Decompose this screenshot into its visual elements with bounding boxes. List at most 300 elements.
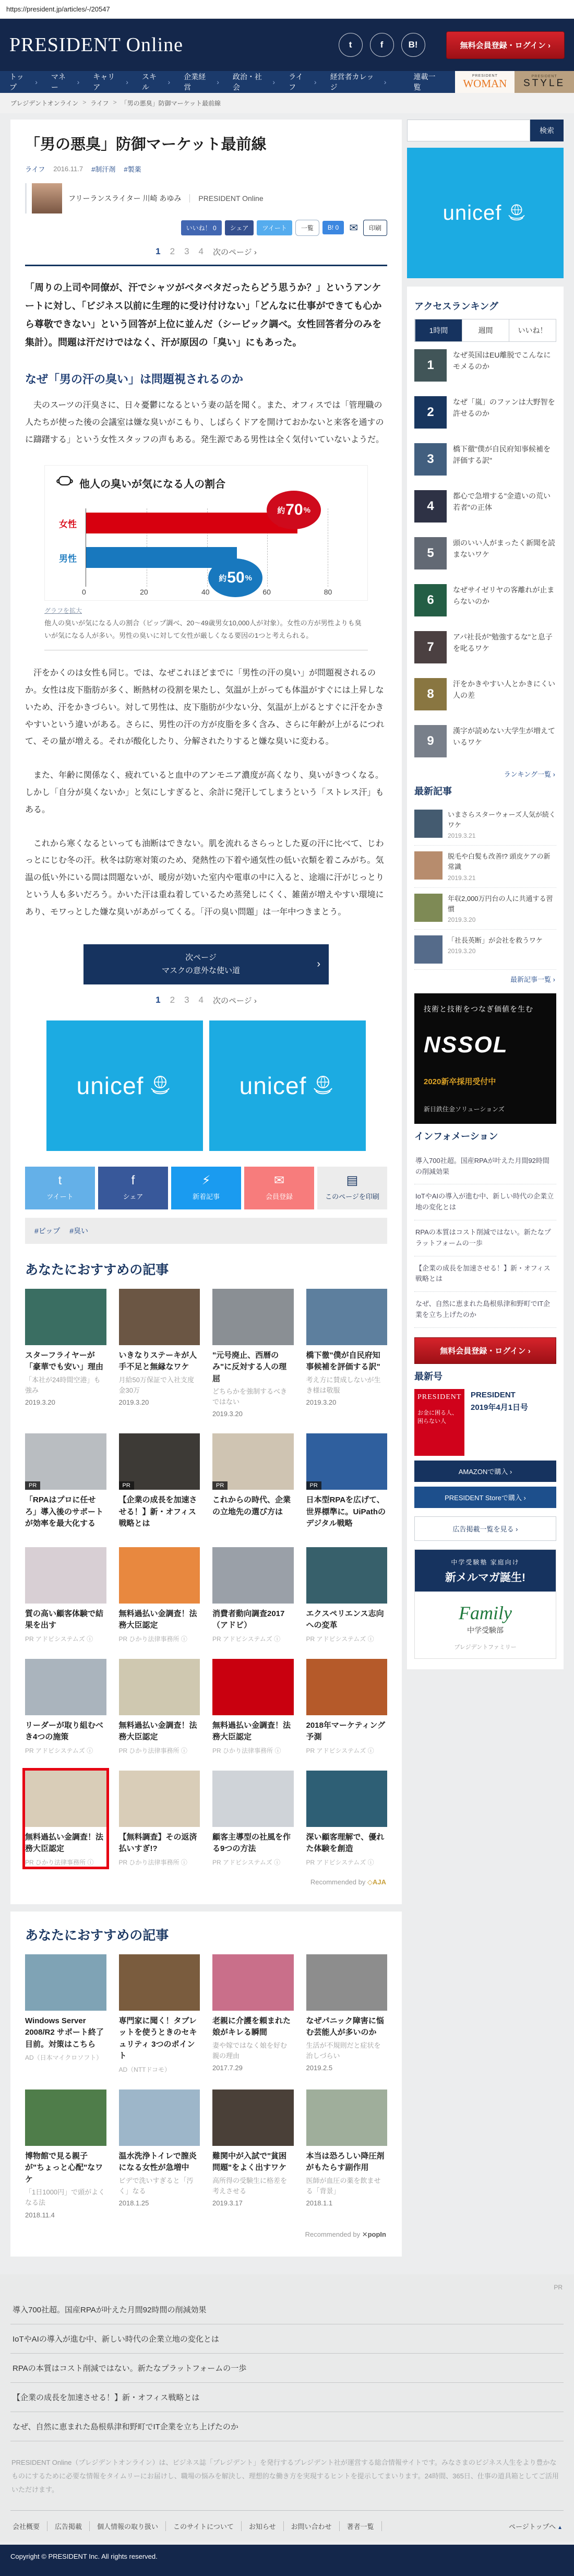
ranking-thumbnail [414, 443, 447, 476]
share-button-label: このページを印刷 [325, 1193, 379, 1201]
chart-title: 他人の臭いが気になる人の割合 [79, 478, 225, 490]
recommended-by: Recommended by ◇AJA [310, 1878, 386, 1886]
recommend-card[interactable] [212, 2090, 294, 2219]
sidebar-login-button[interactable]: 無料会員登録・ログイン › [414, 1337, 556, 1364]
latest-thumbnail [414, 935, 443, 964]
footer-link[interactable]: 著者一覧 [340, 2521, 382, 2531]
information-item[interactable]: RPAの本質はコスト削減ではない。新たなプラットフォームの一歩 [414, 1220, 556, 1256]
recommend-advertiser: PR アドビシステムズ ⓘ [212, 1858, 281, 1866]
share-button-large[interactable] [171, 1167, 241, 1209]
nssol-company-name: 新日鉄住金ソリューションズ [424, 1105, 505, 1113]
footer-pr-link[interactable]: 導入700社超。国産RPAが叶えた月間92時間の削減効果 [10, 2295, 564, 2324]
search-bar [407, 120, 564, 141]
recommend-card[interactable] [306, 1771, 388, 1867]
recommend-card[interactable] [119, 1433, 200, 1532]
information-item[interactable]: 導入700社超。国産RPAが叶えた月間92時間の削減効果 [414, 1149, 556, 1185]
ranking-thumbnail [414, 631, 447, 663]
footer-pr-link[interactable]: なぜ、自然に恵まれた島根県津和野町でIT企業を立ち上げたのか [10, 2412, 564, 2441]
recommend-card[interactable] [306, 1547, 388, 1643]
family-ad-banner[interactable] [414, 1549, 556, 1659]
unicef-logo: unicef [239, 1072, 307, 1099]
pagination-top [25, 246, 387, 257]
mask-icon [55, 475, 74, 491]
recommend-card[interactable] [119, 1659, 200, 1755]
share-icon: ✉ [273, 1173, 285, 1188]
footer-link[interactable]: 個人情報の取り扱い [90, 2521, 166, 2531]
article-thumbnail [119, 1547, 200, 1604]
nav-item[interactable]: キャリア › [93, 72, 137, 92]
recommend-title[interactable]: 老親に介護を頼まれた娘がキレる瞬間 [212, 2016, 291, 2037]
recommend-card[interactable] [25, 1771, 106, 1867]
tweet-button[interactable]: ツイート [257, 220, 292, 235]
recommend-title[interactable]: 【企業の成長を加速させる！】新・オフィス戦略とは [118, 1495, 197, 1528]
article-thumbnail [25, 1771, 106, 1827]
hatena-bookmark-button[interactable]: B! 0 [322, 221, 344, 234]
recommend-card[interactable] [119, 1289, 200, 1418]
recommend-date: 2018.11.4 [25, 2211, 55, 2219]
article-thumbnail [119, 2090, 200, 2146]
latest-item[interactable] [414, 888, 556, 930]
issue-title: PRESIDENT [471, 1390, 516, 1399]
information-item[interactable]: 【企業の成長を加速させる！】新・オフィス戦略とは [414, 1256, 556, 1292]
information-item[interactable]: なぜ、自然に恵まれた島根県津和野町でIT企業を立ち上げたのか [414, 1292, 556, 1328]
ranking-number: 1 [427, 358, 434, 372]
article-thumbnail [25, 2090, 106, 2146]
recommend-title[interactable]: 消費者動向調査2017（アドビ） [212, 1609, 285, 1630]
search-button[interactable]: 検索 [530, 120, 564, 141]
article-thumbnail [119, 1659, 200, 1715]
unicef-emblem-icon [506, 202, 528, 224]
hatena-icon[interactable]: B! [401, 33, 425, 57]
recommend-title[interactable]: 本当は恐ろしい降圧剤がもたらす副作用 [306, 2151, 385, 2173]
tag-link[interactable]: #ピップ [34, 1226, 61, 1235]
article-lead: 「周りの上司や同僚が、汗でシャツがベタベタだったらどう思うか？」というアンケートに対し、「ビジネス以前に生理的に受け付けない」「どんなに仕事ができても心から尊敬できない」という回答が上位に並んだ（シービック調べ。女性回答者分のみを集計）。問題は汗だけではなく、汗が原因の「臭い」にもあった。 [25, 265, 387, 352]
magazine-masthead: PRESIDENT [417, 1393, 462, 1401]
ranking-item[interactable] [414, 389, 556, 436]
ranking-number: 5 [427, 546, 434, 560]
footer-link[interactable]: お知らせ [242, 2521, 284, 2531]
article-paragraph: 夫のスーツの汗臭さに、日々憂鬱になるという妻の話を聞く。また、オフィスでは「管理職の人たちが使った後の会議室は嫌な臭いがこもり、しばらくドアを開けておかないと来客を通すのに躊躇する」という女性スタッフの声もある。発生源である男性は全く気付いていないようだ。 [25, 400, 385, 444]
magazine-cover-line: お金に困る人、困らない人 [417, 1409, 458, 1425]
recommend-subtitle: 「1日1000円」で頭がよくなる法 [25, 2188, 105, 2207]
recommend-subtitle: どちらかを強制するべきではない [212, 1387, 288, 1406]
page-number[interactable]: 2 [170, 995, 175, 1005]
next-page-link[interactable]: 次のページ › [213, 996, 257, 1005]
author-avatar [32, 183, 62, 213]
recommend-subtitle: 妻や嫁ではなく娘を好む親の理由 [212, 2041, 288, 2060]
recommend-title[interactable]: 顧客主導型の社風を作る9つの方法 [212, 1832, 291, 1854]
share-row-big [25, 1167, 387, 1209]
chart-value-bubble-female: 約 70 % [267, 491, 321, 529]
recommend-title[interactable]: リーダーが取り組むべき4つの施策 [25, 1720, 104, 1742]
article-thumbnail [306, 1771, 388, 1827]
unicef-emblem-icon [148, 1073, 173, 1098]
article-card-main [10, 120, 402, 1904]
recommend-card[interactable] [25, 1289, 106, 1418]
family-ad-copy1: 中学受験塾 家庭向け [451, 1558, 520, 1566]
recommend-title[interactable]: いきなりステーキが人手不足と無縁なワケ [118, 1350, 197, 1371]
recommend-advertiser: PR ひかり法律事務所 ⓘ [118, 1747, 187, 1754]
recommend-card[interactable] [306, 1659, 388, 1755]
family-logo-sub: 中学受験部 [467, 1625, 504, 1634]
recommend-title[interactable]: 難関中が入試で"貧困問題"をよく出すワケ [212, 2151, 287, 2173]
popin-logo[interactable]: ✕popIn [362, 2230, 386, 2238]
latest-thumbnail [414, 894, 443, 922]
recommend-date: 2019.3.20 [306, 1398, 337, 1406]
recommend-title[interactable]: 橋下徹"僕が自民府知事候補を評価する訳" [306, 1350, 380, 1371]
ranking-item[interactable] [414, 718, 556, 765]
nssol-ad-banner[interactable] [414, 993, 556, 1124]
print-button[interactable]: 印刷 [363, 220, 387, 236]
page-number[interactable]: 4 [198, 995, 204, 1005]
recommend-title[interactable]: これからの時代、企業の立地先の選び方は [212, 1495, 291, 1516]
ranking-title[interactable]: なぜ英国はEU離脱でこんなにモメるのか [453, 351, 551, 371]
recommend-card[interactable] [306, 1954, 388, 2074]
recommend-title[interactable]: 無料過払い金調査！法務大臣認定 [212, 1720, 291, 1742]
share-row-top [25, 220, 387, 236]
nav-item[interactable]: 経営者カレッジ › [330, 72, 395, 92]
latest-issue-heading: 最新号 [414, 1371, 443, 1382]
ranking-item[interactable] [414, 671, 556, 718]
latest-date: 2019.3.21 [448, 874, 476, 882]
nav-items [0, 71, 400, 93]
nav-item[interactable]: 企業経営 › [184, 72, 228, 92]
unicef-ad-banner[interactable] [209, 1020, 366, 1151]
page-top-link[interactable]: ページトップへ ▲ [509, 2521, 563, 2531]
recommend-card[interactable] [212, 1954, 294, 2074]
copyright: Copyright © PRESIDENT Inc. All rights reserved. [0, 2545, 574, 2576]
ranking-title[interactable]: 漢字が読めない大学生が増えているワケ [453, 727, 555, 747]
latest-date: 2019.3.20 [448, 916, 476, 923]
recommend-card[interactable] [306, 2090, 388, 2219]
tag-bar [25, 1218, 387, 1244]
facebook-icon[interactable]: f [370, 33, 394, 57]
like-button[interactable]: いいね！ 0 [181, 220, 222, 235]
share-button[interactable]: シェア [225, 220, 254, 235]
recommend-title[interactable]: 温水洗浄トイレで膣炎になる女性が急増中 [118, 2151, 197, 2173]
recommend-grid-2 [25, 1954, 387, 2219]
recommend-card[interactable] [25, 2090, 106, 2219]
footer-pr-links [10, 2295, 564, 2441]
unicef-emblem-icon [310, 1073, 336, 1098]
aja-logo[interactable]: ◇AJA [367, 1878, 386, 1886]
footer-pr-link[interactable]: 【企業の成長を加速させる！】新・オフィス戦略とは [10, 2383, 564, 2412]
author-block [25, 183, 387, 213]
footer-pr-link[interactable]: IoTやAIの導入が進む中、新しい時代の企業立地の変化とは [10, 2324, 564, 2354]
recommend-subtitle: 月給50万保証で入社支度金30万 [118, 1375, 194, 1394]
article-thumbnail [306, 1954, 388, 2011]
nav-style-logo[interactable] [515, 71, 574, 93]
article-thumbnail [306, 1547, 388, 1604]
tag-link[interactable]: #臭い [69, 1226, 89, 1235]
recommend-card[interactable] [25, 1547, 106, 1643]
ranking-title[interactable]: 汗をかきやすい人とかきにくい人の差 [453, 680, 555, 700]
ranking-title[interactable]: 橋下徹"僕が自民府知事候補を評価する訳" [453, 445, 551, 465]
recommend-card[interactable] [119, 1547, 200, 1643]
woman-logo: WOMAN [463, 77, 507, 90]
style-logo: STYLE [523, 78, 566, 89]
latest-more-link[interactable]: 最新記事一覧 › [510, 975, 555, 983]
unicef-logo: unicef [443, 201, 502, 224]
share-button-label: シェア [123, 1193, 144, 1201]
page-number[interactable]: 3 [184, 995, 189, 1005]
ranking-tab[interactable]: いいね！ [509, 319, 556, 341]
recommend-date: 2019.2.5 [306, 2064, 333, 2072]
recommend-card[interactable] [119, 2090, 200, 2219]
list-button[interactable]: 一覧 [295, 220, 319, 236]
ranking-item[interactable] [414, 530, 556, 577]
recommend-advertiser: PR ひかり法律事務所 ⓘ [25, 1858, 94, 1866]
recommend-title[interactable]: 博物館で見る親子が"ちょっと心配"なワケ [25, 2151, 103, 2184]
recommend-card[interactable] [306, 1433, 388, 1532]
page-number[interactable]: 3 [184, 246, 189, 257]
latest-title[interactable]: 「社長英断」が会社を救うワケ [448, 936, 543, 944]
recommend-card[interactable] [212, 1547, 294, 1643]
article-thumbnail [119, 1289, 200, 1345]
information-item[interactable]: IoTやAIの導入が進む中、新しい時代の企業立地の変化とは [414, 1184, 556, 1220]
share-button-label: 新着記事 [192, 1193, 220, 1201]
recommend-subtitle: ビデで洗いすぎると「汚く」なる [118, 2176, 194, 2195]
recommend-title[interactable]: 質の高い顧客体験で結果を出す [25, 1609, 104, 1630]
pr-badge: PR [25, 1481, 40, 1490]
ranking-tab[interactable]: 1時間 [415, 319, 462, 341]
mail-icon[interactable]: ✉ [347, 220, 360, 235]
latest-title[interactable]: 年収2,000万円台の人に共通する習慣 [448, 894, 553, 913]
share-icon: ▤ [346, 1173, 358, 1188]
recommend-card[interactable] [25, 1659, 106, 1755]
recommend-card[interactable] [212, 1433, 294, 1532]
recommend-subtitle: 「本社が24時間空港」も強み [25, 1375, 101, 1394]
recommend-title[interactable]: 2018年マーケティング予測 [306, 1720, 386, 1742]
recommend-card[interactable] [212, 1771, 294, 1867]
page-number-current[interactable]: 1 [156, 995, 161, 1005]
latest-date: 2019.3.20 [448, 947, 476, 955]
breadcrumb-category[interactable]: ライフ [90, 100, 109, 107]
ranking-number: 9 [427, 734, 434, 748]
page-number-current[interactable]: 1 [156, 246, 161, 257]
article-thumbnail [212, 1771, 294, 1827]
amazon-buy-button[interactable]: AMAZONで購入 › [414, 1461, 556, 1482]
latest-item[interactable] [414, 930, 556, 970]
ranking-title[interactable]: 都心で急増する"金遣いの荒い若者"の正体 [453, 492, 551, 512]
recommend-title[interactable]: 無料過払い金調査！法務大臣認定 [118, 1609, 197, 1630]
latest-list [414, 804, 556, 970]
pr-label: PR [554, 2283, 563, 2291]
nav-item[interactable]: スキル › [142, 72, 178, 92]
recommend-advertiser: PR ひかり法律事務所 ⓘ [212, 1747, 281, 1754]
graph-zoom-link[interactable]: グラフを拡大 [44, 607, 82, 615]
section-heading: なぜ「男の汗の臭い」は問題視されるのか [25, 372, 244, 386]
ranking-number: 6 [427, 593, 434, 607]
recommend-advertiser: PR アドビシステムズ ⓘ [25, 1747, 93, 1754]
information-heading: インフォメーション [414, 1131, 498, 1142]
recommend-title[interactable]: Windows Server 2008/R2 サポート終了目前。対策はこちら [25, 2016, 104, 2049]
ranking-number: 3 [427, 452, 434, 466]
chart-value-bubble-male: 約 50 % [208, 559, 262, 597]
footer-link[interactable]: お問い合わせ [284, 2521, 340, 2531]
recommend-advertiser: PR ひかり法律事務所 ⓘ [118, 1635, 187, 1643]
article-thumbnail [25, 1659, 106, 1715]
article-thumbnail [25, 1433, 106, 1490]
site-description: PRESIDENT Online（プレジデントオンライン）は、ビジネス誌「プレジデント」を発行するプレジデント社が運営する総合情報サイトです。みなさまのビジネス人生をより豊かなものにするために必要な情報をタイムリーにお届けし、職場の悩みを解決し、理想的な働き方を実現するヒントを提示してまいります。24時間、365日、仕事の道具箱としてご活用いただけます。 [10, 2441, 564, 2511]
latest-item[interactable] [414, 846, 556, 887]
ranking-item[interactable] [414, 342, 556, 389]
recommend-title[interactable]: 「RPAはプロに任せろ」導入後のサポートが効率を最大化する [25, 1495, 104, 1528]
nav-item[interactable]: 政治・社会 › [233, 72, 283, 92]
browser-url-bar[interactable]: https://president.jp/articles/-/20547 [0, 0, 574, 19]
recommend-title[interactable]: 無料過払い金調査！法務大臣認定 [118, 1720, 197, 1742]
breadcrumb [0, 93, 574, 113]
recommend-subtitle: 生活が不規則だと症状を治しづらい [306, 2041, 381, 2060]
footer-links [10, 2511, 564, 2539]
unicef-ad-banner[interactable] [46, 1020, 203, 1151]
recommended-by: Recommended by ✕popIn [305, 2230, 386, 2238]
page-number[interactable]: 2 [170, 246, 175, 257]
ranking-number: 8 [427, 687, 434, 701]
share-button-large[interactable] [25, 1167, 95, 1209]
search-input[interactable] [407, 120, 530, 141]
pr-badge: PR [119, 1481, 134, 1490]
share-button-large[interactable] [98, 1167, 168, 1209]
recommend-title[interactable]: スターフライヤーが「豪華でも安い」理由 [25, 1350, 104, 1371]
nssol-recruit-label: 2020新卒採用受付中 [424, 1077, 496, 1086]
share-icon: ⚡ [201, 1173, 211, 1188]
share-button-large[interactable] [244, 1167, 314, 1209]
main-nav [0, 71, 574, 93]
share-button-label: ツイート [46, 1193, 74, 1201]
article-paragraph: また、年齢に関係なく、疲れていると血中のアンモニア濃度が高くなり、臭いがきつくなる。しかし「自分が臭くないか」と気にしすぎると、余計に発汗してしまうという「ストレス汗」もある。 [25, 771, 384, 814]
woman-logo-small: PRESIDENT [472, 74, 498, 78]
article-thumbnail [119, 1433, 200, 1490]
footer-link[interactable]: 会社概要 [11, 2521, 47, 2531]
next-page-link[interactable]: 次のページ › [213, 247, 257, 257]
recommend-card[interactable] [212, 1289, 294, 1418]
page-title: 「男の悪臭」防御マーケット最前線 [25, 136, 267, 153]
recommend-title[interactable]: なぜパニック障害に悩む芸能人が多いのか [306, 2016, 384, 2037]
figure [44, 465, 368, 650]
recommend-card[interactable] [306, 1289, 388, 1418]
ranking-heading: アクセスランキング [414, 301, 498, 312]
twitter-icon[interactable]: t [339, 33, 363, 57]
recommend-advertiser: PR ひかり法律事務所 ⓘ [118, 1858, 187, 1866]
nav-item-rensai[interactable]: 連載一覧 [413, 73, 436, 91]
ranking-item[interactable] [414, 436, 556, 483]
recommend-card[interactable] [119, 1771, 200, 1867]
unicef-ad-sidebar[interactable] [407, 148, 564, 278]
ranking-thumbnail [414, 537, 447, 569]
footer-pr-section [0, 2274, 574, 2542]
article-thumbnail [119, 1954, 200, 2011]
latest-title[interactable]: 脱毛や白髪も改善!? 頭皮ケアの新常識 [448, 852, 551, 871]
nav-item[interactable]: ライフ › [289, 72, 325, 92]
category-link[interactable]: ライフ [25, 165, 45, 173]
chevron-right-icon: › [317, 958, 320, 970]
latest-issue-block[interactable] [414, 1389, 556, 1456]
recommend-title[interactable]: エクスペリエンス志向への変革 [306, 1609, 384, 1630]
ranking-tabs [414, 319, 556, 342]
recommend-title[interactable]: 【無料調査】その返済払いすぎ!? [118, 1832, 197, 1854]
recommend-title[interactable]: 日本型RPAを広げて、世界標準に。UiPathのデジタル戦略 [306, 1495, 386, 1528]
ranking-item[interactable] [414, 577, 556, 624]
recommend-title[interactable]: 無料過払い金調査！法務大臣認定 [25, 1832, 104, 1854]
next-page-button-line2: マスクの意外な使い道 [161, 966, 240, 975]
recommend-card[interactable] [212, 1659, 294, 1755]
footer-link[interactable]: 広告掲載 [47, 2521, 90, 2531]
article-source: PRESIDENT Online [189, 194, 263, 203]
latest-date: 2019.3.21 [448, 832, 476, 840]
recommend-card[interactable] [25, 1433, 106, 1532]
ranking-title[interactable]: 頭のいい人がまったく新聞を読まないワケ [453, 539, 555, 559]
footer-link[interactable]: このサイトについて [166, 2521, 242, 2531]
article-thumbnail [212, 1289, 294, 1345]
share-button-large[interactable] [317, 1167, 387, 1209]
recommend-card[interactable] [25, 1954, 106, 2074]
ranking-tab[interactable]: 週間 [462, 319, 509, 341]
chart-bar [86, 513, 297, 533]
nav-woman-logo[interactable] [455, 71, 515, 93]
recommend-title[interactable]: "元号廃止、西暦のみ"に反対する人の理屈 [212, 1350, 287, 1383]
president-store-buy-button[interactable]: PRESIDENT Storeで購入 › [414, 1487, 556, 1508]
ranking-number: 4 [427, 499, 434, 513]
ranking-number: 2 [427, 405, 434, 419]
family-logo: Family [459, 1602, 512, 1623]
recommend-advertiser: AD（日本マイクロソフト） [25, 2054, 103, 2062]
login-register-button[interactable]: 無料会員登録・ログイン › [446, 31, 565, 59]
ranking-more-link[interactable]: ランキング一覧 › [504, 770, 555, 778]
recommend-title[interactable]: 深い顧客理解で、優れた体験を創造 [306, 1832, 385, 1854]
breadcrumb-home[interactable]: プレジデントオンライン [10, 100, 79, 107]
recommend-title[interactable]: 専門家に聞く！タブレットを使うときのセキュリティ 3つのポイント [118, 2016, 197, 2061]
nav-item[interactable]: マネー › [51, 72, 88, 92]
article-thumbnail [306, 1289, 388, 1345]
recommend-date: 2019.3.20 [212, 1410, 243, 1418]
tag-link[interactable]: #制汗剤 [91, 165, 116, 173]
tag-link[interactable]: #製薬 [124, 165, 141, 173]
recommend-subtitle: 考え方に賛成しないが生き様は敬服 [306, 1375, 381, 1394]
latest-item[interactable] [414, 804, 556, 846]
latest-title[interactable]: いまさらスターウォーズ人気が続くワケ [448, 811, 556, 829]
ranking-item[interactable] [414, 624, 556, 671]
article-thumbnail [212, 2090, 294, 2146]
ad-list-link[interactable]: 広告掲載一覧を見る › [414, 1516, 556, 1541]
breadcrumb-separator: > [113, 99, 117, 106]
next-page-button[interactable] [83, 944, 329, 984]
recommend-advertiser: PR アドビシステムズ ⓘ [306, 1635, 374, 1643]
ranking-thumbnail [414, 396, 447, 429]
bar-chart [44, 465, 368, 601]
ranking-item[interactable] [414, 483, 556, 530]
ranking-thumbnail [414, 349, 447, 382]
breadcrumb-current: 「男の悪臭」防御マーケット最前線 [121, 100, 221, 107]
pr-badge: PR [212, 1481, 228, 1490]
ranking-list [414, 342, 556, 765]
footer-pr-link[interactable]: RPAの本質はコスト削減ではない。新たなプラットフォームの一歩 [10, 2354, 564, 2383]
issue-date: 2019年4月1日号 [471, 1403, 529, 1412]
ranking-title[interactable]: アパ社長が"勉強するな"と息子を叱るワケ [453, 633, 553, 653]
article-thumbnail [212, 1954, 294, 2011]
site-logo[interactable]: PRESIDENT Online [9, 34, 184, 56]
share-icon: t [58, 1173, 62, 1188]
page-number[interactable]: 4 [198, 246, 204, 257]
article-thumbnail [306, 2090, 388, 2146]
unicef-logo: unicef [76, 1072, 144, 1099]
article-thumbnail [25, 1954, 106, 2011]
author-name[interactable]: フリーランスライター 川崎 あゆみ [68, 194, 182, 203]
nav-item[interactable]: トップ › [9, 72, 46, 92]
ranking-title[interactable]: なぜ「嵐」のファンは大野智を許せるのか [453, 398, 555, 418]
ranking-title[interactable]: なぜサイゼリヤの客離れが止まらないのか [453, 586, 555, 606]
recommend-card[interactable] [119, 1954, 200, 2074]
